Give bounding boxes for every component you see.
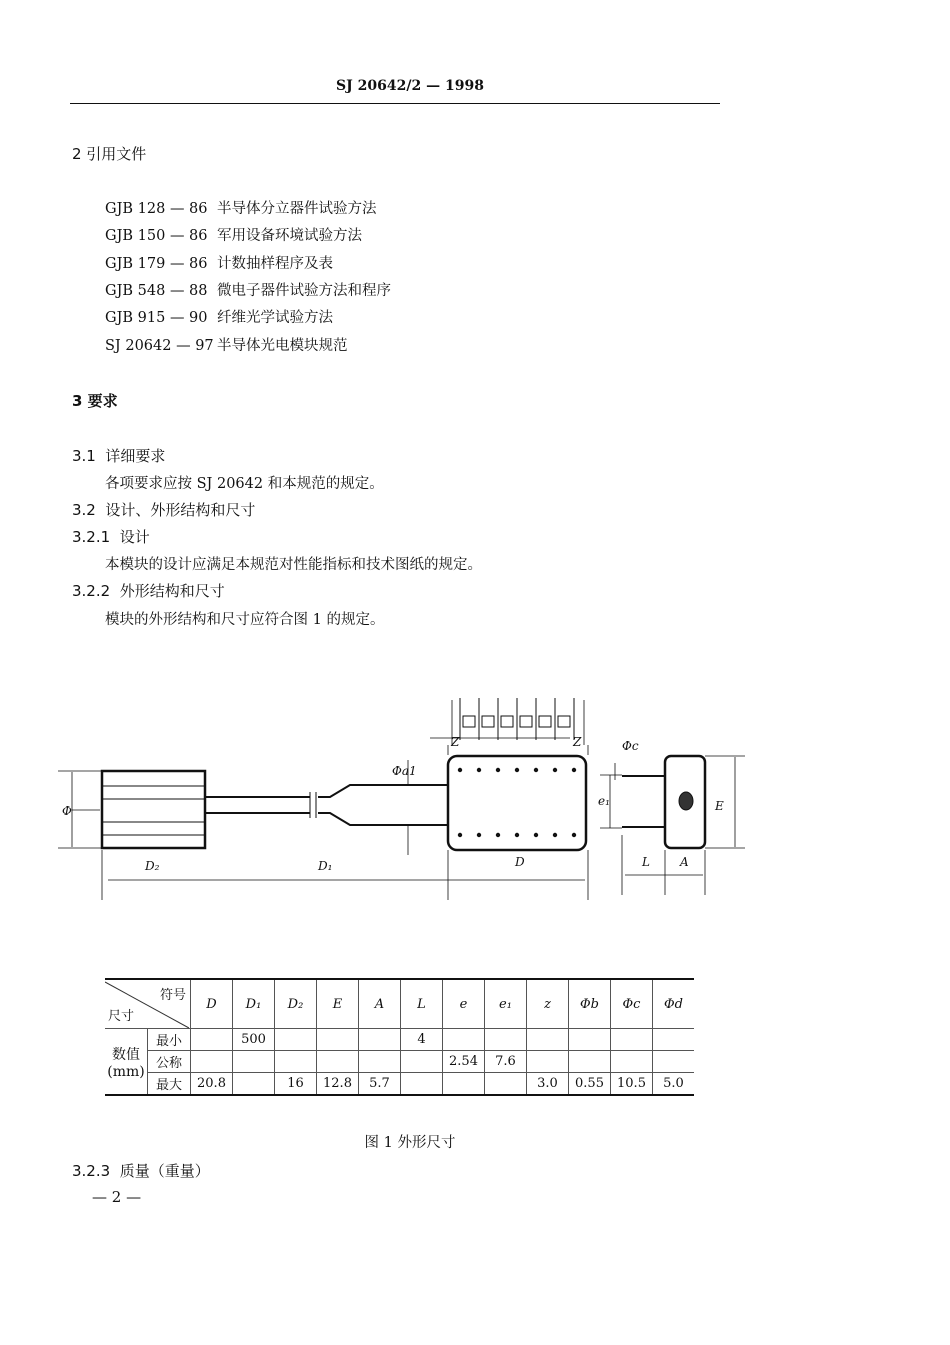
pin-socket (520, 716, 532, 727)
section-number: 3.2.2 (72, 582, 111, 600)
side-view (622, 756, 705, 848)
section-number: 3.2 (72, 501, 96, 519)
pin-socket (539, 716, 551, 727)
table-cell (527, 1051, 569, 1073)
section-number: 3.2.1 (72, 528, 111, 546)
section-3-2-3-heading (72, 1160, 210, 1181)
table-cell: 10.5 (611, 1073, 653, 1096)
table-cell (569, 1051, 611, 1073)
pin-dot (534, 833, 538, 837)
reference-code: SJ 20642 — 97 (105, 337, 214, 354)
row-label: 公称 (148, 1051, 191, 1073)
reference-title: 半导体分立器件试验方法 (217, 201, 377, 217)
table-cell: 0.55 (569, 1073, 611, 1096)
reference-title: 微电子器件试验方法和程序 (217, 282, 391, 299)
table-cell: 5.7 (359, 1073, 401, 1096)
section-title: 设计、外形结构和尺寸 (105, 501, 256, 519)
label-phi-c: Φc (622, 739, 639, 753)
pin-socket (482, 716, 494, 727)
table-cell (359, 1051, 401, 1073)
label-phi: Φ (62, 804, 72, 818)
table-cell (191, 1029, 233, 1051)
table-cell (611, 1051, 653, 1073)
pin-dot (515, 833, 519, 837)
section-title: 质量（重量） (119, 1162, 210, 1180)
row-label: 最小 (148, 1029, 191, 1051)
reference-code: GJB 915 — 90 (105, 310, 208, 327)
table-cell (611, 1029, 653, 1051)
pin-dot (553, 833, 557, 837)
label-z-right: Z (573, 735, 582, 749)
table-cell: 20.8 (191, 1073, 233, 1096)
table-row (105, 1029, 694, 1051)
symbol-header: D (191, 979, 233, 1029)
label-z-left: Z (451, 735, 460, 749)
group-label-text: 数值 (112, 1046, 140, 1063)
label-phi-a1: Φa1 (392, 764, 417, 778)
table-cell (443, 1029, 485, 1051)
symbol-header: A (359, 979, 401, 1029)
symbol-header: Φd (653, 979, 695, 1029)
pin-dot (496, 833, 500, 837)
pin-dot (477, 833, 481, 837)
pin-dot (458, 768, 462, 772)
table-cell: 12.8 (317, 1073, 359, 1096)
symbol-header: Φb (569, 979, 611, 1029)
pin-dot (553, 768, 557, 772)
symbol-header: e₁ (485, 979, 527, 1029)
connector-body (102, 771, 205, 848)
table-cell (401, 1051, 443, 1073)
table-cell (401, 1073, 443, 1096)
table-cell (233, 1051, 275, 1073)
reference-title: 半导体光电模块规范 (217, 337, 348, 354)
row-label: 最大 (148, 1073, 191, 1096)
label-e1: e₁ (598, 794, 610, 808)
pin-socket (501, 716, 513, 727)
table-cell (233, 1073, 275, 1096)
pin-socket (463, 716, 475, 727)
symbol-header: E (317, 979, 359, 1029)
table-cell (275, 1051, 317, 1073)
label-d: D (515, 855, 525, 869)
pin-dot (477, 768, 481, 772)
corner-header-size: 尺寸 (108, 1009, 135, 1024)
dimension-table (105, 978, 694, 1096)
pin-dot (572, 833, 576, 837)
table-cell (275, 1029, 317, 1051)
label-e: E (715, 799, 724, 813)
table-cell: 4 (401, 1029, 443, 1051)
table-row (105, 1073, 694, 1096)
symbol-header: D₁ (233, 979, 275, 1029)
section-number: 3.2.3 (72, 1162, 111, 1180)
symbol-header: D₂ (275, 979, 317, 1029)
pin-dot (534, 768, 538, 772)
pin-sockets (460, 698, 574, 740)
unit-label: (mm) (107, 1063, 145, 1080)
table-cell (485, 1073, 527, 1096)
section-title: 设计 (119, 528, 150, 546)
symbol-header: e (443, 979, 485, 1029)
table-cell (653, 1051, 695, 1073)
reference-code: GJB 548 — 88 (105, 282, 208, 299)
pins (458, 768, 576, 837)
section-3-2-2-text: 模块的外形结构和尺寸应符合图 1 的规定。 (105, 612, 385, 628)
pin-dot (496, 768, 500, 772)
pin-dot (458, 833, 462, 837)
pin-socket (558, 716, 570, 727)
label-d1: D₁ (318, 859, 333, 873)
table-cell (527, 1029, 569, 1051)
table-cell (317, 1051, 359, 1073)
reference-title: 计数抽样程序及表 (217, 255, 333, 272)
table-cell: 2.54 (443, 1051, 485, 1073)
table-cell: 500 (233, 1029, 275, 1051)
reference-title: 纤维光学试验方法 (217, 310, 333, 327)
document-header: SJ 20642/2 — 1998 (336, 78, 484, 94)
symbol-header: z (527, 979, 569, 1029)
section-3-2-1-text: 本模块的设计应满足本规范对性能指标和技术图纸的规定。 (105, 557, 482, 573)
section-3-heading: 3 要求 (72, 392, 118, 410)
reference-code: GJB 150 — 86 (105, 228, 208, 245)
figure-caption: 图 1 外形尺寸 (364, 1135, 456, 1151)
label-d2: D₂ (145, 859, 160, 873)
label-a: A (680, 855, 689, 869)
corner-header-symbol: 符号 (159, 988, 186, 1003)
fiber-cable (205, 785, 448, 825)
section-title: 外形结构和尺寸 (119, 582, 225, 600)
table-row (105, 1051, 694, 1073)
table-cell: 5.0 (653, 1073, 695, 1096)
reference-code: GJB 128 — 86 (105, 201, 208, 217)
table-cell (359, 1029, 401, 1051)
group-label (105, 1029, 148, 1096)
table-cell (317, 1029, 359, 1051)
table-cell (569, 1029, 611, 1051)
symbol-header: Φc (611, 979, 653, 1029)
reference-title: 军用设备环境试验方法 (217, 228, 362, 245)
table-cell (443, 1073, 485, 1096)
table-cell: 16 (275, 1073, 317, 1096)
table-cell (653, 1029, 695, 1051)
pin-dot (572, 768, 576, 772)
reference-code: GJB 179 — 86 (105, 255, 208, 272)
symbol-header: L (401, 979, 443, 1029)
label-l: L (642, 855, 650, 869)
section-3-1-text: 各项要求应按 SJ 20642 和本规范的规定。 (105, 476, 384, 492)
pin-dot (515, 768, 519, 772)
page-number: — 2 — (92, 1188, 142, 1206)
table-cell: 3.0 (527, 1073, 569, 1096)
table-cell (191, 1051, 233, 1073)
section-2-heading: 2 引用文件 (72, 145, 147, 163)
dimension-lines (58, 700, 745, 900)
table-cell (485, 1029, 527, 1051)
section-number: 3.1 (72, 447, 96, 465)
table-cell: 7.6 (485, 1051, 527, 1073)
section-title: 详细要求 (105, 447, 166, 465)
